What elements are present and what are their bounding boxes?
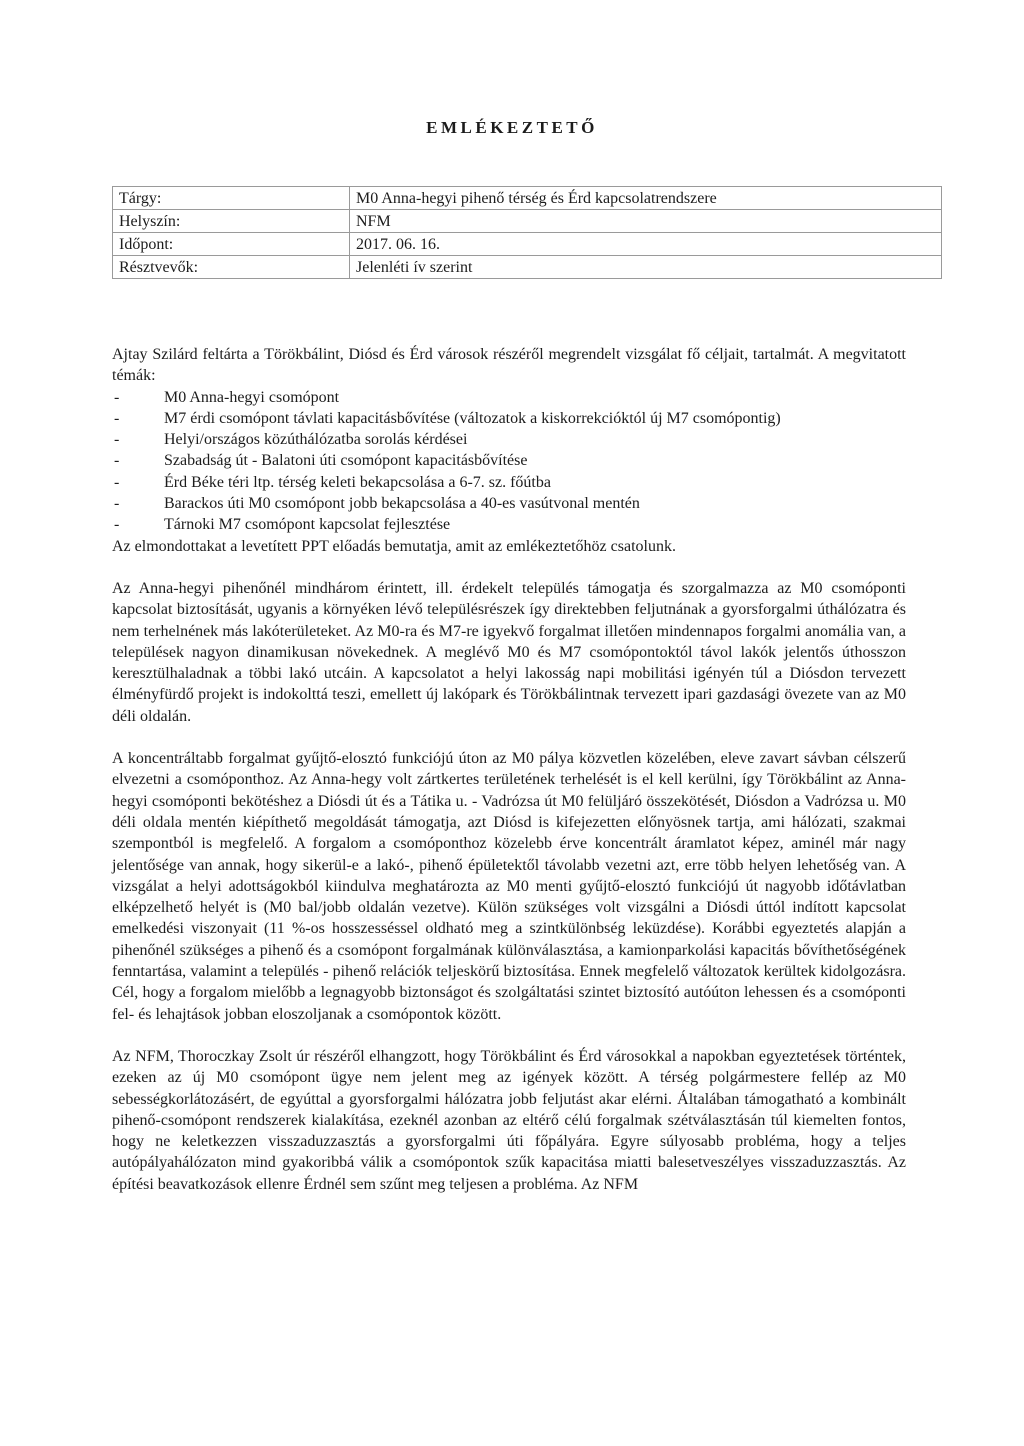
meta-value: 2017. 06. 16. (350, 233, 942, 256)
meta-value: NFM (350, 210, 942, 233)
topic-item: - Szabadság út - Balatoni úti csomópont kapacitásbővítése (112, 450, 906, 471)
meta-value: Jelenléti ív szerint (350, 256, 942, 279)
meta-label: Időpont: (113, 233, 350, 256)
topic-item: - Érd Béke téri ltp. térség keleti bekapcsolása a 6-7. sz. főútba (112, 472, 906, 493)
topic-item: - Barackos úti M0 csomópont jobb bekapcsolása a 40-es vasútvonal mentén (112, 493, 906, 514)
topic-item: - M0 Anna-hegyi csomópont (112, 387, 906, 408)
topic-list (112, 387, 906, 536)
topic-item: - Helyi/országos közúthálózatba sorolás kérdései (112, 429, 906, 450)
meta-row-date (113, 233, 942, 256)
meta-row-participants (113, 256, 942, 279)
body-paragraph: A koncentráltabb forgalmat gyűjtő-elosztó funkciójú úton az M0 pálya közvetlen közelében, eleve zavart sávban célszerű elvezetni a csomóponthoz. Az Anna-hegy volt zártkertes területének terhelését is el kell kerülni, így Törökbálint az Anna-hegyi csomóponti bekötéshez a Diósdi út és a Tátika u. - Vadrózsa út M0 felüljáró összekötését, Diósdon a Vadrózsa u. M0 déli oldala mentén kiépíthető megoldását támogatja, azt Diósd is kifejezetten előnyösnek tartja, ami hálózati, szakmai szempontból is megfelelő. A forgalom a csomóponthoz közelebb érve koncentrált áramlatot képez, aminél már nagy jelentősége van annak, hogy sikerül-e a lakó-, pihenő épületektől távolabb vezetni azt, erre több helyen lehetőség van. A vizsgálat a helyi adottságokból kiindulva meghatározta az M0 menti gyűjtő-elosztó funkciójú út nagyobb időtávlatban elképzelhető helyét is (M0 bal/jobb oldalán vezetve). Külön szükséges volt vizsgálni a Diósdi úttól indított kapcsolat emelkedési viszonyait (11 %-os hosszesséssel oldható meg a szintkülönbség leküzdése). Korábbi egyeztetés alapján a pihenőnél szükséges a pihenő és a csomópont forgalmának különválasztása, a kamionparkolási kapacitás bővíthetőségének fenntartása, valamint a település - pihenő relációk teljeskörű biztosítása. Ennek megfelelő változatok kerültek kidolgozásra. Cél, hogy a forgalom mielőbb a legnagyobb biztonságot és szolgáltatási szintet biztosító autóúton lehessen és a csomóponti fel- és lehajtások jobban eloszoljanak a csomópontok között. (112, 750, 906, 1023)
document-title: EMLÉKEZTETŐ (426, 118, 598, 137)
meta-label: Résztvevők: (113, 256, 350, 279)
meta-table (112, 186, 942, 279)
topic-item: - M7 érdi csomópont távlati kapacitásbővítése (változatok a kiskorrekcióktól új M7 csomópontig) (112, 408, 906, 429)
body-paragraph: Az NFM, Thoroczkay Zsolt úr részéről elhangzott, hogy Törökbálint és Érd városokkal a napokban egyeztetések történtek, ezeken az új M0 csomópont ügye nem jelent meg az igények között. A térség polgármestere fellép az M0 sebességkorlátozásért, de egyúttal a gyorsforgalmi hálózatra jobb feljutást akar elérni. Általában támogatható a kombinált pihenő-csomópont rendszerek kialakítása, ezeknél azonban az eltérő célú forgalmak szétválasztásán túl kiemelten fontos, hogy ne keletkezzen visszaduzzasztás a gyorsforgalmi úti főpályára. Egyre súlyosabb probléma, hogy a teljes autópályahálózaton mind gyakoribbá válik a csomópontok szűk kapacitása miatti balesetveszélyes visszaduzzasztás. Az építési beavatkozások ellenre Érdnél sem szűnt meg teljesen a probléma. Az NFM (112, 1047, 906, 1193)
intro-paragraph: Ajtay Szilárd feltárta a Törökbálint, Diósd és Érd városok részéről megrendelt vizsgálat fő céljait, tartalmát. A megvitatott témák: (112, 346, 906, 385)
meta-value: M0 Anna-hegyi pihenő térség és Érd kapcsolatrendszere (350, 187, 942, 210)
meta-label: Helyszín: (113, 210, 350, 233)
meta-label: Tárgy: (113, 187, 350, 210)
body-paragraph: Az Anna-hegyi pihenőnél mindhárom érintett, ill. érdekelt település támogatja és szorgalmazza az M0 csomóponti kapcsolat biztosítását, ugyanis a környéken lévő településrészek így direktebben feljutnának a gyorsforgalmi úthálózatra és nem terhelnének más lakóterületeket. Az M0-ra és M7-re igyekvő forgalmat illetően mindennapos forgalmi anomália van, a települések nagyon dinamikusan növekednek. A meglévő M0 és M7 csomópontoktól távol lakók jelentős úthosszon keresztülhaladnak a többi lakó utcáin. A kapcsolatot a helyi lakosság napi mobilitási igényén túl a Diósdon tervezett élményfürdő projekt is indokolttá teszi, emellett új lakópark és Törökbálintnak tervezett ipari gazdasági övezete van az M0 déli oldalán. (112, 579, 906, 725)
after-topics-paragraph: Az elmondottakat a levetített PPT előadás bemutatja, amit az emlékeztetőhöz csatolunk. (112, 537, 676, 555)
meta-row-subject (113, 187, 942, 210)
document-body (112, 344, 906, 1216)
topic-item: - Tárnoki M7 csomópont kapcsolat fejlesztése (112, 514, 906, 535)
meta-row-location (113, 210, 942, 233)
